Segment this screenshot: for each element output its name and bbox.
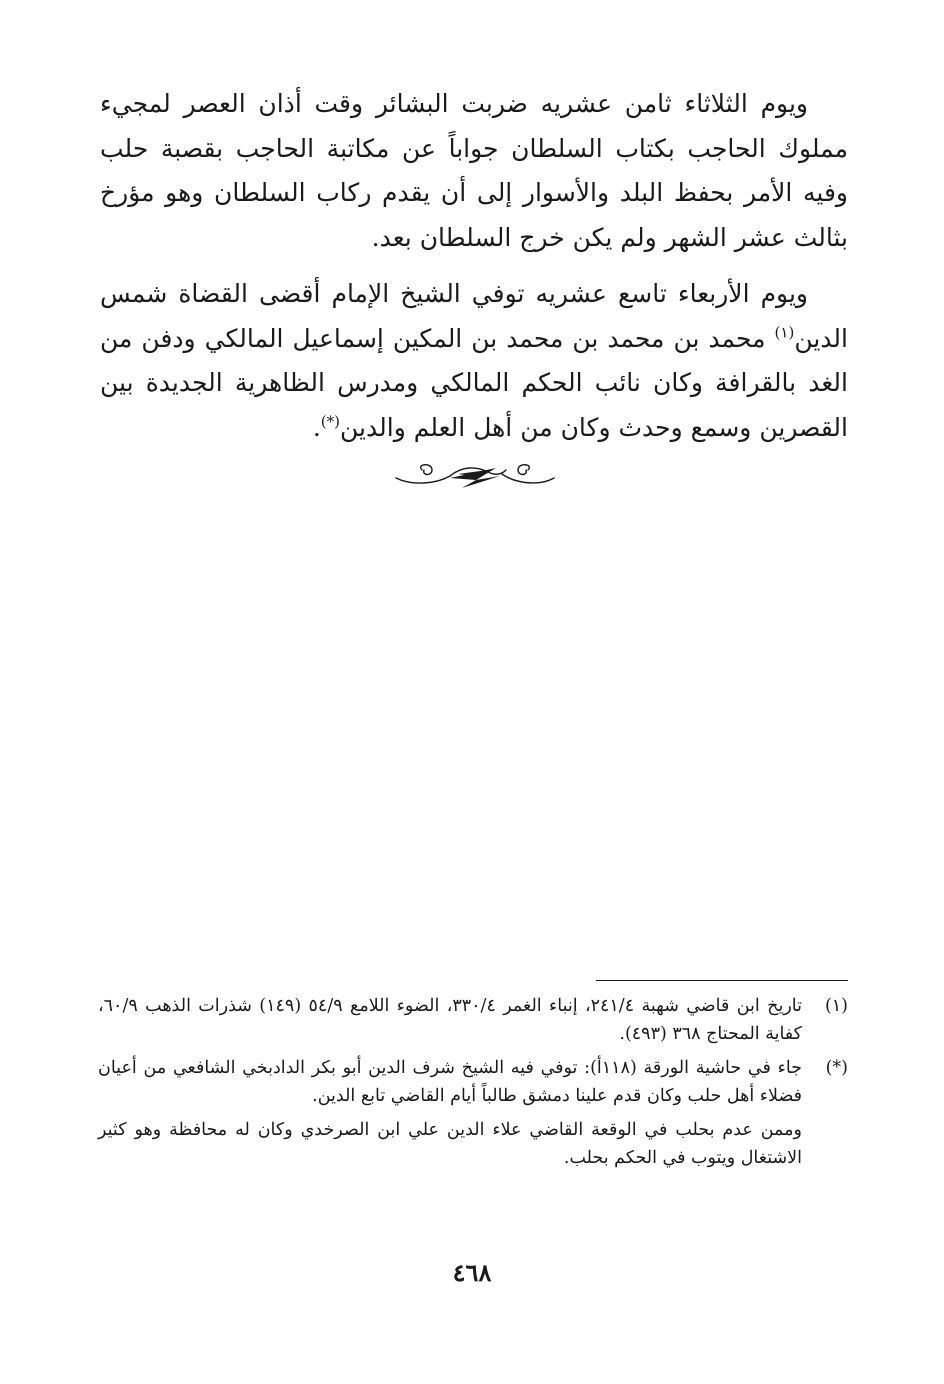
footnote-reference-1[interactable]: (١): [774, 323, 795, 342]
footnotes-section: [98, 992, 848, 1172]
footnote-1-marker: (١): [824, 996, 848, 1016]
footnote-star-marker: (*): [825, 1058, 848, 1078]
main-text: [100, 82, 848, 462]
paragraph-2: [100, 272, 848, 450]
footnote-star: [98, 1054, 848, 1110]
paragraph-2-text-b: محمد بن محمد بن محمد بن المكين إسماعيل المالكي ودفن من الغد بالقرافة وكان نائب الحكم المالكي ومدرس الظاهرية الجديدة بين القصرين وسمع وحدث وكان من أهل العلم والدين: [100, 323, 848, 442]
footnote-reference-star[interactable]: (*): [320, 412, 341, 431]
footnote-1: [98, 992, 848, 1048]
decorative-flourish-icon: [392, 458, 558, 494]
footnote-star-continuation: وممن عدم بحلب في الوقعة القاضي علاء الدين علي ابن الصرخدي وكان له محافظة وهو كثير الاشتغال ويتوب في الحكم بحلب.: [98, 1120, 802, 1168]
paragraph-1: ويوم الثلاثاء ثامن عشريه ضربت البشائر وقت أذان العصر لمجيء مملوك الحاجب بكتاب السلطان جواباً عن مكاتبة الحاجب بقصبة حلب وفيه الأمر بحفظ البلد والأسوار إلى أن يقدم ركاب السلطان وهو مؤرخ بثالث عشر الشهر ولم يكن خرج السلطان بعد.: [100, 89, 848, 252]
footnote-separator: [596, 980, 848, 981]
paragraph-2-text-a: ويوم الأربعاء تاسع عشريه توفي الشيخ الإمام أقضى القضاة شمس الدين: [100, 279, 848, 353]
paragraph-2-end: .: [312, 412, 321, 442]
footnote-1-text: تاريخ ابن قاضي شهبة ٢٤١/٤، إنباء الغمر ٣٣٠/٤، الضوء اللامع ٥٤/٩ (١٤٩) شذرات الذهب ٦٠/٩، كفاية المحتاج ٣٦٨ (٤٩٣).: [98, 996, 802, 1044]
page-number: ٤٦٨: [452, 1258, 492, 1287]
footnote-star-text: جاء في حاشية الورقة (١١٨أ): توفي فيه الشيخ شرف الدين أبو بكر الدادبخي الشافعي من أعيان فضلاء أهل حلب وكان قدم علينا دمشق طالباً أيام القاضي تابع الدين.: [98, 1058, 802, 1106]
